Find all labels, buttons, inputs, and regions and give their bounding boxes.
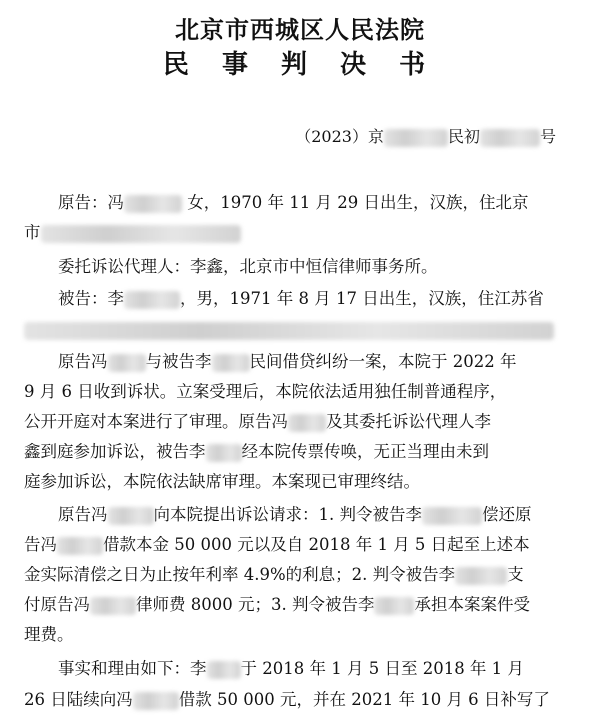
text-segment: 公开开庭对本案进行了审理。原告冯 bbox=[24, 412, 288, 431]
case-number bbox=[295, 124, 556, 147]
text-segment: 市 bbox=[24, 223, 41, 242]
text-segment: 女，1970 年 11 月 29 日出生，汉族，住北京 bbox=[187, 193, 529, 212]
text-segment: 原告冯 bbox=[58, 352, 108, 371]
redaction bbox=[384, 129, 448, 147]
redaction bbox=[24, 322, 554, 340]
court-name: 北京市西城区人民法院 bbox=[175, 16, 425, 44]
redaction bbox=[124, 291, 180, 309]
text-segment: 鑫到庭参加诉讼，被告李 bbox=[24, 442, 206, 461]
text-segment: 偿还原 bbox=[482, 505, 532, 524]
plaintiff-line bbox=[58, 191, 600, 215]
redaction bbox=[422, 507, 482, 525]
text-segment: 律师费 8000 元；3. 判令被告李 bbox=[136, 595, 375, 614]
case-number-mid: 民初 bbox=[447, 127, 480, 146]
defendant-line bbox=[58, 287, 600, 311]
document-type: 民 事 判 决 书 bbox=[162, 50, 438, 80]
redaction bbox=[108, 507, 154, 525]
redaction bbox=[374, 597, 414, 615]
body-line: 庭参加诉讼，本院依法缺席审理。本案现已审理终结。 bbox=[24, 472, 420, 491]
redaction bbox=[212, 354, 250, 372]
text-segment: 事实和理由如下：李 bbox=[58, 659, 207, 678]
body-line bbox=[58, 657, 600, 681]
text-segment: 与被告李 bbox=[145, 352, 212, 371]
text-segment: 26 日陆续向冯 bbox=[24, 690, 133, 709]
agent-line: 委托诉讼代理人：李鑫，北京市中恒信律师事务所。 bbox=[58, 257, 438, 276]
redaction bbox=[207, 661, 241, 679]
body-line bbox=[24, 593, 580, 617]
text-segment: 原告：冯 bbox=[58, 193, 124, 212]
text-segment: 经本院传票传唤，无正当理由未到 bbox=[241, 442, 489, 461]
body-line bbox=[24, 563, 580, 587]
redaction bbox=[288, 414, 326, 432]
plaintiff-address-line bbox=[24, 221, 580, 245]
redaction bbox=[57, 537, 103, 555]
text-segment: 被告：李 bbox=[58, 289, 124, 308]
redaction bbox=[90, 597, 136, 615]
text-segment: 于 2018 年 1 月 5 日至 2018 年 1 月 bbox=[240, 659, 524, 678]
redaction bbox=[455, 567, 507, 585]
body-line bbox=[24, 533, 580, 557]
text-segment: ，男，1971 年 8 月 17 日出生，汉族，住江苏省 bbox=[180, 289, 544, 308]
text-segment: 付原告冯 bbox=[24, 595, 90, 614]
body-line bbox=[24, 688, 580, 712]
text-segment: 民间借贷纠纷一案，本院于 2022 年 bbox=[249, 352, 517, 371]
redaction bbox=[124, 195, 182, 213]
case-number-prefix: （2023）京 bbox=[295, 127, 384, 146]
body-line: 9 月 6 日收到诉状。立案受理后，本院依法适用独任制普通程序， bbox=[24, 382, 507, 401]
redaction bbox=[108, 354, 146, 372]
text-segment: 借款 50 000 元，并在 2021 年 10 月 6 日补写了 bbox=[178, 690, 550, 709]
case-number-suffix: 号 bbox=[539, 127, 556, 146]
redaction bbox=[480, 129, 540, 147]
text-segment: 借款本金 50 000 元以及自 2018 年 1 月 5 日起至上述本 bbox=[103, 535, 530, 554]
redaction bbox=[41, 225, 241, 243]
body-line bbox=[24, 410, 580, 434]
text-segment: 告冯 bbox=[24, 535, 57, 554]
text-segment: 承担本案案件受 bbox=[414, 595, 530, 614]
text-segment: 原告冯 bbox=[58, 505, 108, 524]
body-line bbox=[58, 503, 600, 527]
text-segment: 向本院提出诉讼请求：1. 判令被告李 bbox=[153, 505, 422, 524]
text-segment: 支 bbox=[507, 565, 524, 584]
body-line bbox=[58, 350, 600, 374]
defendant-address-line bbox=[24, 318, 580, 342]
redaction bbox=[206, 444, 242, 462]
redaction bbox=[133, 692, 179, 710]
body-line: 理费。 bbox=[24, 625, 74, 644]
text-segment: 金实际清偿之日为止按年利率 4.9%的利息；2. 判令被告李 bbox=[24, 565, 456, 584]
text-segment: 及其委托诉讼代理人李 bbox=[326, 412, 491, 431]
body-line bbox=[24, 440, 580, 464]
